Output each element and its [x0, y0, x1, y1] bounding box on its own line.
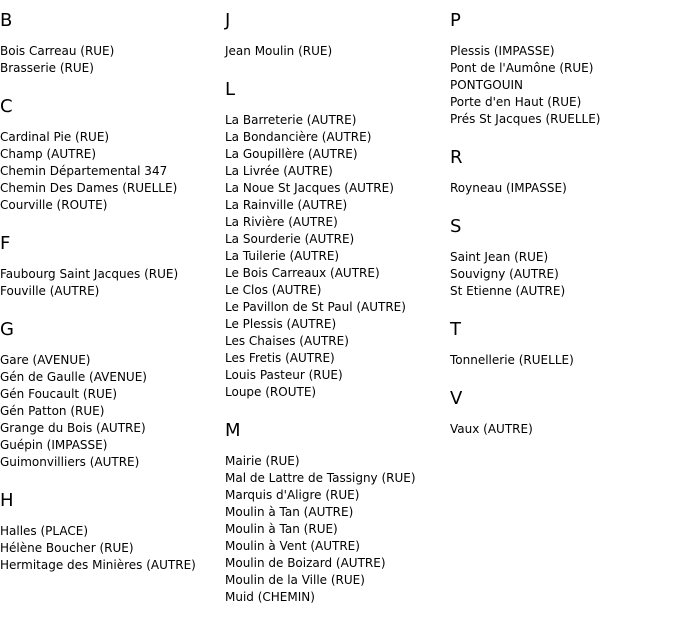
letter-section-v — [450, 389, 600, 438]
letter-heading: S — [450, 216, 462, 237]
street-link-jean-moulin-rue[interactable]: Jean Moulin (RUE) — [225, 44, 333, 58]
street-link-moulin-a-tan-rue[interactable]: Moulin à Tan (RUE) — [225, 522, 338, 536]
street-link-la-livree-autre[interactable]: La Livrée (AUTRE) — [225, 164, 333, 178]
letter-heading: J — [225, 10, 231, 31]
street-link-royneau-impasse[interactable]: Royneau (IMPASSE) — [450, 181, 567, 195]
street-link-porte-d-en-haut-rue[interactable]: Porte d'en Haut (RUE) — [450, 95, 582, 109]
street-link-pres-st-jacques-ruelle[interactable]: Prés St Jacques (RUELLE) — [450, 112, 601, 126]
street-link-champ-autre[interactable]: Champ (AUTRE) — [0, 147, 97, 161]
letter-section-h — [0, 491, 196, 574]
letter-section-s — [450, 217, 600, 300]
street-link-les-chaises-autre[interactable]: Les Chaises (AUTRE) — [225, 334, 349, 348]
street-link-mal-de-lattre-de-tassigny-rue[interactable]: Mal de Lattre de Tassigny (RUE) — [225, 471, 416, 485]
street-link-la-bondanciere-autre[interactable]: La Bondancière (AUTRE) — [225, 130, 372, 144]
street-link-tonnellerie-ruelle[interactable]: Tonnellerie (RUELLE) — [450, 353, 574, 367]
street-link-hermitage-des-minieres-autre[interactable]: Hermitage des Minières (AUTRE) — [0, 558, 196, 572]
street-link-moulin-a-vent-autre[interactable]: Moulin à Vent (AUTRE) — [225, 539, 360, 553]
street-link-st-etienne-autre[interactable]: St Etienne (AUTRE) — [450, 284, 566, 298]
street-link-loupe-route[interactable]: Loupe (ROUTE) — [225, 385, 317, 399]
letter-section-j — [225, 11, 416, 60]
street-link-muid-chemin[interactable]: Muid (CHEMIN) — [225, 590, 315, 604]
letter-heading: L — [225, 79, 236, 100]
letter-heading: V — [450, 388, 463, 409]
letter-section-p — [450, 11, 600, 128]
street-link-vaux-autre[interactable]: Vaux (AUTRE) — [450, 422, 533, 436]
letter-heading: B — [0, 10, 13, 31]
street-link-la-goupillere-autre[interactable]: La Goupillère (AUTRE) — [225, 147, 358, 161]
street-link-chemin-des-dames-ruelle[interactable]: Chemin Des Dames (RUELLE) — [0, 181, 178, 195]
street-link-la-riviere-autre[interactable]: La Rivière (AUTRE) — [225, 215, 338, 229]
street-link-le-pavillon-de-st-paul-autre[interactable]: Le Pavillon de St Paul (AUTRE) — [225, 300, 406, 314]
street-link-le-plessis-autre[interactable]: Le Plessis (AUTRE) — [225, 317, 337, 331]
street-link-gen-patton-rue[interactable]: Gén Patton (RUE) — [0, 404, 105, 418]
letter-section-m — [225, 421, 416, 606]
street-link-souvigny-autre[interactable]: Souvigny (AUTRE) — [450, 267, 559, 281]
street-link-moulin-de-boizard-autre[interactable]: Moulin de Boizard (AUTRE) — [225, 556, 386, 570]
street-link-le-bois-carreaux-autre[interactable]: Le Bois Carreaux (AUTRE) — [225, 266, 380, 280]
street-link-helene-boucher-rue[interactable]: Hélène Boucher (RUE) — [0, 541, 134, 555]
street-link-cardinal-pie-rue[interactable]: Cardinal Pie (RUE) — [0, 130, 110, 144]
letter-heading: C — [0, 96, 13, 117]
street-link-la-tuilerie-autre[interactable]: La Tuilerie (AUTRE) — [225, 249, 340, 263]
street-link-la-sourderie-autre[interactable]: La Sourderie (AUTRE) — [225, 232, 355, 246]
street-link-mairie-rue[interactable]: Mairie (RUE) — [225, 454, 300, 468]
index-column-3 — [450, 0, 600, 458]
letter-section-f — [0, 234, 196, 300]
street-link-chemin-departemental-347[interactable]: Chemin Départemental 347 — [0, 164, 168, 178]
letter-section-t — [450, 320, 600, 369]
street-link-louis-pasteur-rue[interactable]: Louis Pasteur (RUE) — [225, 368, 343, 382]
letter-heading: F — [0, 233, 11, 254]
street-link-la-rainville-autre[interactable]: La Rainville (AUTRE) — [225, 198, 348, 212]
street-link-les-fretis-autre[interactable]: Les Fretis (AUTRE) — [225, 351, 335, 365]
street-link-moulin-de-la-ville-rue[interactable]: Moulin de la Ville (RUE) — [225, 573, 365, 587]
street-link-halles-place[interactable]: Halles (PLACE) — [0, 524, 89, 538]
letter-section-b — [0, 11, 196, 77]
street-link-gen-de-gaulle-avenue[interactable]: Gén de Gaulle (AVENUE) — [0, 370, 147, 384]
letter-section-c — [0, 97, 196, 214]
letter-section-g — [0, 320, 196, 471]
street-link-le-clos-autre[interactable]: Le Clos (AUTRE) — [225, 283, 322, 297]
letter-heading: H — [0, 490, 14, 511]
street-link-guepin-impasse[interactable]: Guépin (IMPASSE) — [0, 438, 108, 452]
street-link-pontgouin[interactable]: PONTGOUIN — [450, 78, 524, 92]
street-link-courville-route[interactable]: Courville (ROUTE) — [0, 198, 108, 212]
street-link-marquis-d-aligre-rue[interactable]: Marquis d'Aligre (RUE) — [225, 488, 360, 502]
index-column-2 — [225, 0, 416, 626]
street-link-bois-carreau-rue[interactable]: Bois Carreau (RUE) — [0, 44, 115, 58]
letter-heading: M — [225, 420, 241, 441]
street-link-la-noue-st-jacques-autre[interactable]: La Noue St Jacques (AUTRE) — [225, 181, 394, 195]
letter-section-r — [450, 148, 600, 197]
street-link-faubourg-saint-jacques-rue[interactable]: Faubourg Saint Jacques (RUE) — [0, 267, 179, 281]
street-link-guimonvilliers-autre[interactable]: Guimonvilliers (AUTRE) — [0, 455, 140, 469]
street-link-plessis-impasse[interactable]: Plessis (IMPASSE) — [450, 44, 555, 58]
street-link-moulin-a-tan-autre[interactable]: Moulin à Tan (AUTRE) — [225, 505, 354, 519]
letter-heading: T — [450, 319, 461, 340]
street-link-la-barreterie-autre[interactable]: La Barreterie (AUTRE) — [225, 113, 357, 127]
letter-heading: P — [450, 10, 461, 31]
letter-section-l — [225, 80, 416, 401]
street-link-gen-foucault-rue[interactable]: Gén Foucault (RUE) — [0, 387, 117, 401]
street-link-gare-avenue[interactable]: Gare (AVENUE) — [0, 353, 91, 367]
letter-heading: R — [450, 147, 463, 168]
street-link-pont-de-l-aumone-rue[interactable]: Pont de l'Aumône (RUE) — [450, 61, 594, 75]
letter-heading: G — [0, 319, 14, 340]
street-link-brasserie-rue[interactable]: Brasserie (RUE) — [0, 61, 94, 75]
index-column-1 — [0, 0, 196, 594]
street-link-grange-du-bois-autre[interactable]: Grange du Bois (AUTRE) — [0, 421, 146, 435]
street-link-fouville-autre[interactable]: Fouville (AUTRE) — [0, 284, 100, 298]
street-link-saint-jean-rue[interactable]: Saint Jean (RUE) — [450, 250, 549, 264]
